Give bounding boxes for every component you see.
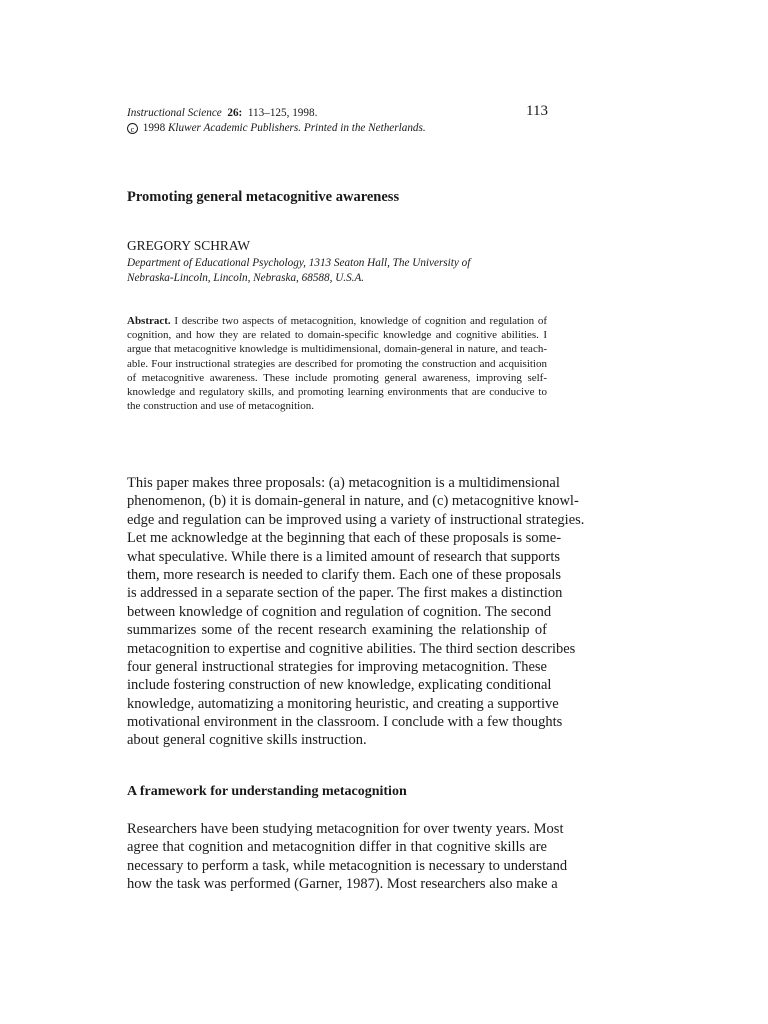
paragraph-line: them, more research is needed to clarify them. Each one of these proposals: [127, 566, 562, 583]
abstract-line: Abstract. I describe two aspects of metacognition, knowledge of cognition and regulation of: [127, 315, 548, 327]
paragraph-line: what speculative. While there is a limited amount of research that supports: [127, 548, 560, 565]
paragraph-line: metacognition to expertise and cognitive abilities. The third section describes: [127, 640, 576, 657]
abstract-line: able. Four instructional strategies are described for promoting the construction and acquisition: [127, 357, 547, 370]
paragraph-line: edge and regulation can be improved using a variety of instructional strategies.: [127, 511, 585, 528]
abstract-line: of metacognitive awareness. These include promoting general awareness, improving self-: [127, 371, 547, 384]
paragraph-line: between knowledge of cognition and regulation of cognition. The second: [127, 603, 552, 620]
journal-citation: [127, 106, 467, 135]
paragraph-line: about general cognitive skills instruction.: [127, 732, 367, 749]
volume-number: 26:: [227, 107, 243, 119]
paragraph-line: summarizes some of the recent research examining the relationship of: [127, 622, 547, 639]
paragraph-line: phenomenon, (b) it is domain-general in nature, and (c) metacognitive knowl-: [127, 493, 579, 510]
author-name: GREGORY SCHRAW: [127, 238, 251, 253]
abstract: [127, 314, 547, 413]
paragraph-line: agree that cognition and metacognition differ in that cognitive skills are: [127, 839, 547, 856]
paragraph-line: is addressed in a separate section of the paper. The first makes a distinction: [127, 585, 563, 602]
abstract-line: argue that metacognitive knowledge is multidimensional, domain-general in nature, and teach-: [127, 343, 547, 356]
paragraph-line: Researchers have been studying metacognition for over twenty years. Most: [127, 821, 564, 837]
publisher-line: Kluwer Academic Publishers. Printed in the Netherlands.: [167, 121, 426, 134]
abstract-line: the construction and use of metacognition.: [127, 400, 314, 413]
journal-name: Instructional Science: [127, 107, 222, 119]
paragraph-line: motivational environment in the classroom. I conclude with a few thoughts: [127, 714, 563, 731]
abstract-line: knowledge and regulatory skills, and promoting learning environments that are conducive to: [127, 385, 547, 398]
copyright-line: [127, 121, 467, 136]
affiliation-line: Department of Educational Psychology, 1313 Seaton Hall, The University of: [127, 257, 471, 269]
paragraph-line: four general instructional strategies for improving metacognition. These: [127, 658, 547, 675]
citation-line: [127, 106, 467, 121]
section-paragraph: [127, 820, 568, 894]
article-title: Promoting general metacognitive awareness: [127, 189, 400, 205]
intro-paragraph: [127, 474, 585, 750]
paragraph-line: This paper makes three proposals: (a) metacognition is a multidimensional: [127, 475, 560, 491]
paragraph-line: Let me acknowledge at the beginning that each of these proposals is some-: [127, 530, 562, 547]
abstract-label: Abstract.: [127, 315, 171, 327]
paragraph-line: how the task was performed (Garner, 1987). Most researchers also make a: [127, 876, 558, 893]
copyright-year: 1998: [142, 121, 166, 134]
abstract-line: cognition, and how they are related to domain-specific knowledge and cognitive abilities. I: [127, 329, 547, 342]
affiliation-line: Nebraska-Lincoln, Lincoln, Nebraska, 68588, U.S.A.: [127, 271, 365, 284]
author-affiliation: [127, 256, 507, 285]
paragraph-line: knowledge, automatizing a monitoring heuristic, and creating a supportive: [127, 695, 559, 712]
page-number: 113: [526, 103, 548, 119]
pages-year: 113–125, 1998.: [247, 107, 318, 119]
copyright-icon: c: [127, 123, 138, 134]
paragraph-line: necessary to perform a task, while metacognition is necessary to understand: [127, 857, 568, 874]
paragraph-line: include fostering construction of new knowledge, explicating conditional: [127, 677, 552, 694]
section-heading: A framework for understanding metacognition: [127, 784, 407, 799]
